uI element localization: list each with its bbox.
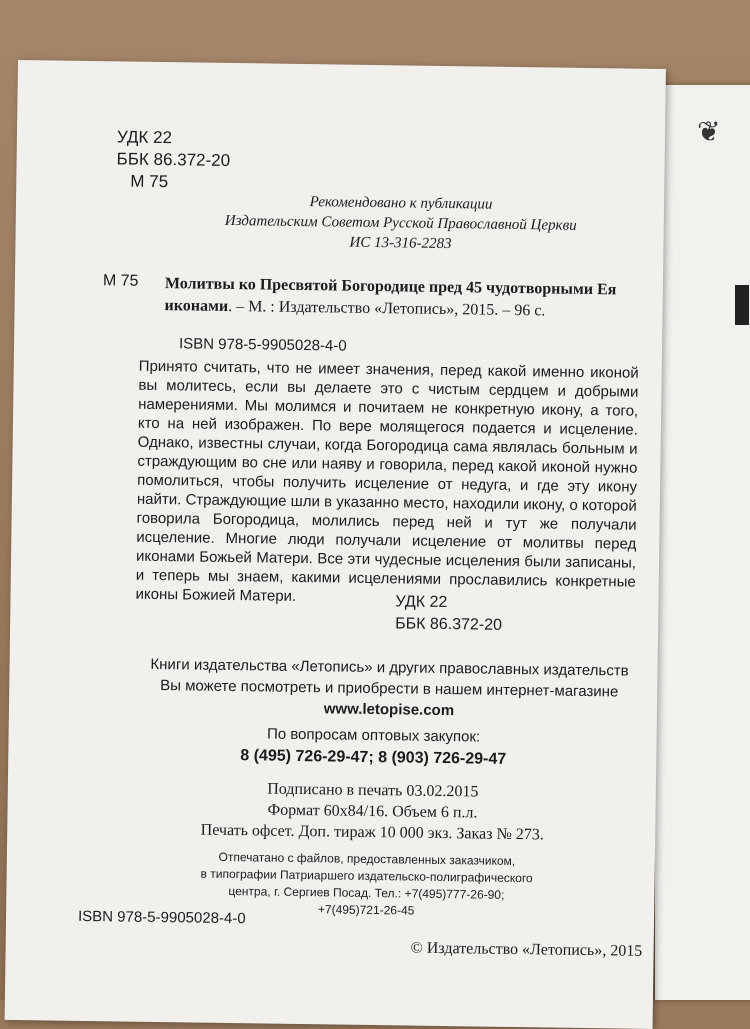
book-title-bold: Молитвы ко Пресвятой Богородице пред 45 чудотворными Ея иконами [164, 275, 617, 315]
book-abstract: Принято считать, что не имеет значения, перед какой именно иконой вы молитесь, если вы делаете это с чистым сердцем и добрыми намерениями. Мы молимся и почитаем не конкретную икону, а того, кто на ней изображен. По вере молящегося подается и исцеление. Однако, известны случаи, когда Богородица сама являлась больным и страждующим во сне или наяву и говорила, перед какой иконой нужно помолиться, чтобы получить исцеление от недуга, и где эту икону найти. Страждующие шли в указанно место, находили икону, о которой говорила Богородица, молились перед ней и тут же получали исцеление. Многие люди получали исцеление от молитвы перед иконами Божьей Матери. Все эти чудесные исцеления были записаны, и теперь мы знаем, какими исцелениями прославились конкретные иконы Божией Матери. [135, 357, 639, 605]
classification-block [395, 591, 502, 636]
classification-bbk: ББК 86.372-20 [395, 615, 503, 634]
header-bbk: ББК 86.372-20 [116, 149, 231, 170]
printer-line-3: центра, г. Сергиев Посад. Тел.: +7(495)777-26-90; [228, 884, 505, 902]
ornament-icon: ❦ [697, 117, 721, 148]
facing-page-letter-fragment [735, 285, 749, 325]
shop-block [129, 654, 650, 724]
print-format: Формат 60х84/16. Объем 6 п.л. [267, 801, 478, 822]
imprint-page [5, 60, 666, 1029]
print-signed: Подписано в печать 03.02.2015 [267, 780, 479, 801]
wholesale-block [163, 722, 584, 772]
facing-page [655, 85, 750, 1000]
wholesale-phones: 8 (495) 726-29-47; 8 (903) 726-29-47 [240, 747, 507, 768]
shop-line-2: Вы можете посмотреть и приобрести в нашем интернет-магазине [160, 677, 619, 701]
print-info-block [137, 777, 608, 847]
footer-isbn: ISBN 978-5-9905028-4-0 [77, 907, 246, 928]
recommendation-line-2: Издательским Советом Русской Православной Церкви [224, 212, 577, 234]
printer-line-4: +7(495)721-26-45 [317, 902, 415, 918]
footer-copyright: © Издательство «Летопись», 2015 [410, 939, 643, 960]
header-code: М 75 [130, 171, 169, 192]
printer-line-2: в типографии Патриаршего издательско-полиграфического [200, 866, 533, 886]
recommendation-block [155, 190, 646, 257]
shop-url: www.letopise.com [323, 700, 455, 720]
recommendation-line-1: Рекомендовано к публикации [309, 194, 493, 213]
wholesale-label: По вопросам оптовых закупок: [266, 725, 481, 746]
classification-udk: УДК 22 [395, 593, 448, 612]
book-code: М 75 [102, 272, 139, 290]
book-title-rest: . – М. : Издательство «Летопись», 2015. – 96 с. [228, 297, 546, 320]
header-udk: УДК 22 [116, 127, 173, 148]
book-title [164, 273, 635, 324]
printer-line-1: Отпечатано с файлов, предоставленных заказчиком, [218, 849, 516, 869]
recommendation-line-3: ИС 13-316-2283 [349, 234, 452, 253]
shop-line-1: Книги издательства «Летопись» и других православных издательств [150, 655, 629, 680]
book-isbn: ISBN 978-5-9905028-4-0 [178, 335, 347, 355]
print-run: Печать офсет. Доп. тираж 10 000 экз. Заказ № 273. [200, 821, 544, 844]
header-classification [116, 126, 230, 194]
